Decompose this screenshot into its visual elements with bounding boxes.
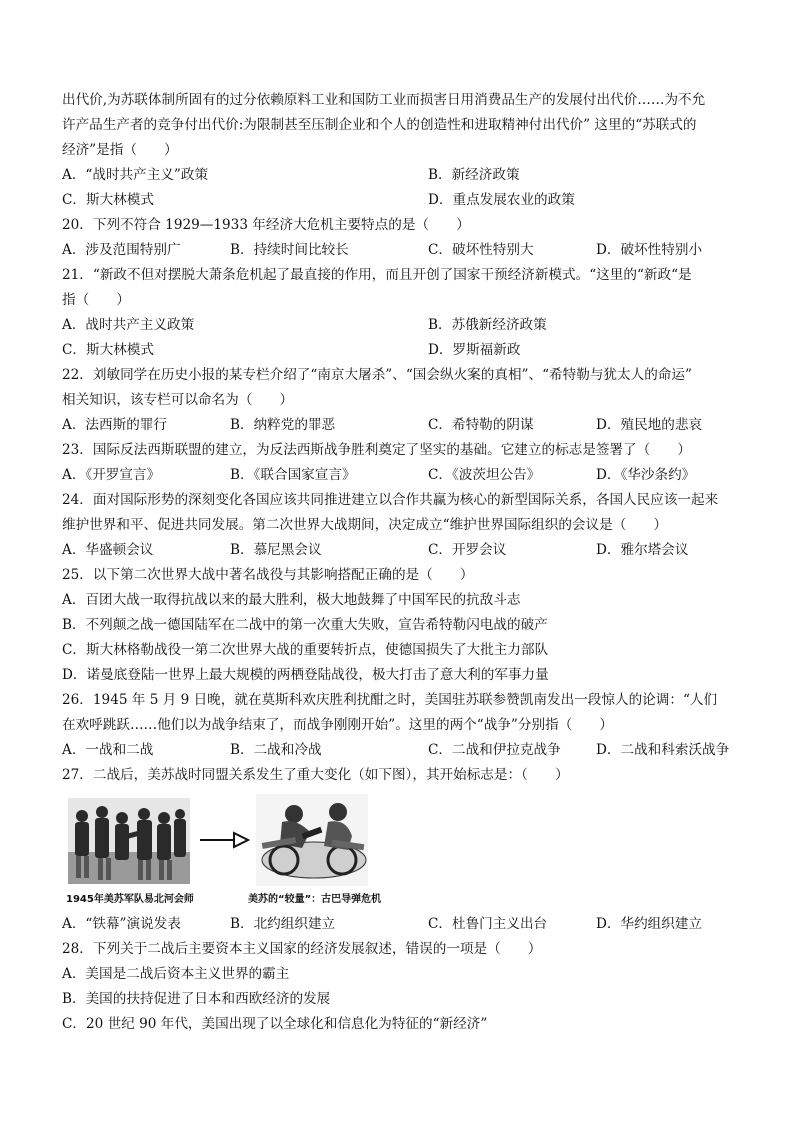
q25-option-b: B．不列颠之战一德国陆军在二战中的第一次重大失败，宣告希特勒闪电战的破产 xyxy=(62,617,548,633)
q21-stem-line2: 指（ ） xyxy=(62,292,130,308)
q24-option-b: B．慕尼黑会议 xyxy=(230,542,322,558)
q20-option-a: A．涉及范围特别广 xyxy=(62,242,181,258)
q24-option-c: C．开罗会议 xyxy=(428,542,507,558)
q21-option-c: C．斯大林模式 xyxy=(62,342,154,358)
q27-caption-left: 1945年美苏军队易北河会师 xyxy=(66,894,194,905)
q27-option-a: A．“铁幕”演说发表 xyxy=(62,916,181,932)
q19-option-d: D．重点发展农业的政策 xyxy=(428,192,575,208)
q26-option-d: D．二战和科索沃战争 xyxy=(596,742,730,758)
q25-option-c: C．斯大林格勒战役一第二次世界大战的重要转折点，使德国损失了大批主力部队 xyxy=(62,642,549,658)
q21-option-b: B．苏俄新经济政策 xyxy=(428,317,547,333)
q23-option-b: B．《联合国家宣言》 xyxy=(230,467,356,483)
q22-option-d: D．殖民地的悲哀 xyxy=(596,417,703,433)
q27-option-b: B．北约组织建立 xyxy=(230,916,336,932)
q24-stem-line1: 24．面对国际形势的深刻变化各国应该共同推进建立以合作共赢为核心的新型国际关系，各国人民应该一起来 xyxy=(62,492,719,508)
q21-option-a: A．战时共产主义政策 xyxy=(62,317,195,333)
q25-option-a: A．百团大战一取得抗战以来的最大胜利，极大地鼓舞了中国军民的抗敌斗志 xyxy=(62,592,521,608)
q22-stem-line2: 相关知识，该专栏可以命名为（ ） xyxy=(62,392,294,408)
q23-stem: 23．国际反法西斯联盟的建立，为反法西斯战争胜利奠定了坚实的基础。它建立的标志是签署了（ ） xyxy=(62,442,692,458)
q24-option-d: D．雅尔塔会议 xyxy=(596,542,689,558)
q26-option-b: B．二战和冷战 xyxy=(230,742,322,758)
q19-option-b: B．新经济政策 xyxy=(428,167,520,183)
q23-option-c: C．《波茨坦公告》 xyxy=(428,467,541,483)
q24-stem-line2: 维护世界和平、促进共同发展。第二次世界大战期间，决定成立“维护世界国际组织的会议是（ ） xyxy=(62,517,668,533)
q27-photo-pair xyxy=(66,792,396,888)
q19-stem-line1: 出代价,为苏联体制所固有的过分依赖原料工业和国防工业而损害日用消费品生产的发展付出代价……为不允 xyxy=(62,92,706,108)
q21-option-d: D．罗斯福新政 xyxy=(428,342,521,358)
q27-stem: 27．二战后，美苏战时同盟关系发生了重大变化（如下图），其开始标志是：（ ） xyxy=(62,767,569,783)
q20-option-d: D．破坏性特别小 xyxy=(596,242,703,258)
q22-option-a: A．法西斯的罪行 xyxy=(62,417,167,433)
q27-figure xyxy=(66,792,396,908)
q23-option-a: A．《开罗宣言》 xyxy=(62,467,161,483)
q20-stem: 20．下列不符合 1929—1933 年经济大危机主要特点的是（ ） xyxy=(62,217,470,233)
q25-stem: 25．以下第二次世界大战中著名战役与其影响搭配正确的是（ ） xyxy=(62,567,474,583)
q19-stem-line2: 许产品生产者的竞争付出代价:为限制甚至压制企业和个人的创造性和进取精神付出代价” 这里的“苏联式的 xyxy=(62,117,697,133)
q26-option-c: C．二战和伊拉克战争 xyxy=(428,742,561,758)
q22-option-b: B．纳粹党的罪恶 xyxy=(230,417,336,433)
q19-option-c: C．斯大林模式 xyxy=(62,192,154,208)
q28-option-c: C．20 世纪 90 年代，美国出现了以全球化和信息化为特征的“新经济” xyxy=(62,1016,488,1032)
q27-option-c: C．杜鲁门主义出台 xyxy=(428,916,548,932)
q28-stem: 28．下列关于二战后主要资本主义国家的经济发展叙述，错误的一项是（ ） xyxy=(62,941,542,957)
q27-caption-right: 美苏的“较量”：古巴导弹危机 xyxy=(248,894,382,905)
q24-option-a: A．华盛顿会议 xyxy=(62,542,154,558)
q22-option-c: C．希特勒的阴谋 xyxy=(428,417,534,433)
q28-option-b: B．美国的扶持促进了日本和西欧经济的发展 xyxy=(62,991,331,1007)
q27-option-d: D．华约组织建立 xyxy=(596,916,703,932)
q20-option-c: C．破坏性特别大 xyxy=(428,242,534,258)
q26-option-a: A．一战和二战 xyxy=(62,742,154,758)
right-photo-cartoon xyxy=(256,794,368,886)
q19-option-a: A．“战时共产主义”政策 xyxy=(62,167,209,183)
q19-stem-line3: 经济”是指（ ） xyxy=(62,142,178,158)
q23-option-d: D．《华沙条约》 xyxy=(596,467,696,483)
right-arrow-icon xyxy=(200,833,248,847)
q28-option-a: A．美国是二战后资本主义世界的霸主 xyxy=(62,966,290,982)
q26-stem-line2: 在欢呼跳跃……他们以为战争结束了，而战争刚刚开始”。这里的两个“战争”分别指（ ） xyxy=(62,717,614,733)
q21-stem-line1: 21．“新政不但对摆脱大萧条危机起了最直接的作用，而且开创了国家干预经济新模式。“这里的“新政“是 xyxy=(62,267,692,283)
q26-stem-line1: 26．1945 年 5 月 9 日晚，就在莫斯科欢庆胜利扰酣之时，美国驻苏联参赞凯南发出一段惊人的论调：“人们 xyxy=(62,692,718,708)
q22-stem-line1: 22．刘敏同学在历史小报的某专栏介绍了“南京大屠杀”、“国会纵火案的真相”、“希特勒与犹太人的命运” xyxy=(62,367,692,383)
left-photo-soldiers xyxy=(68,798,190,884)
q25-option-d: D．诺曼底登陆一世界上最大规模的两栖登陆战役，极大打击了意大利的军事力量 xyxy=(62,667,549,683)
q20-option-b: B．持续时间比较长 xyxy=(230,242,349,258)
